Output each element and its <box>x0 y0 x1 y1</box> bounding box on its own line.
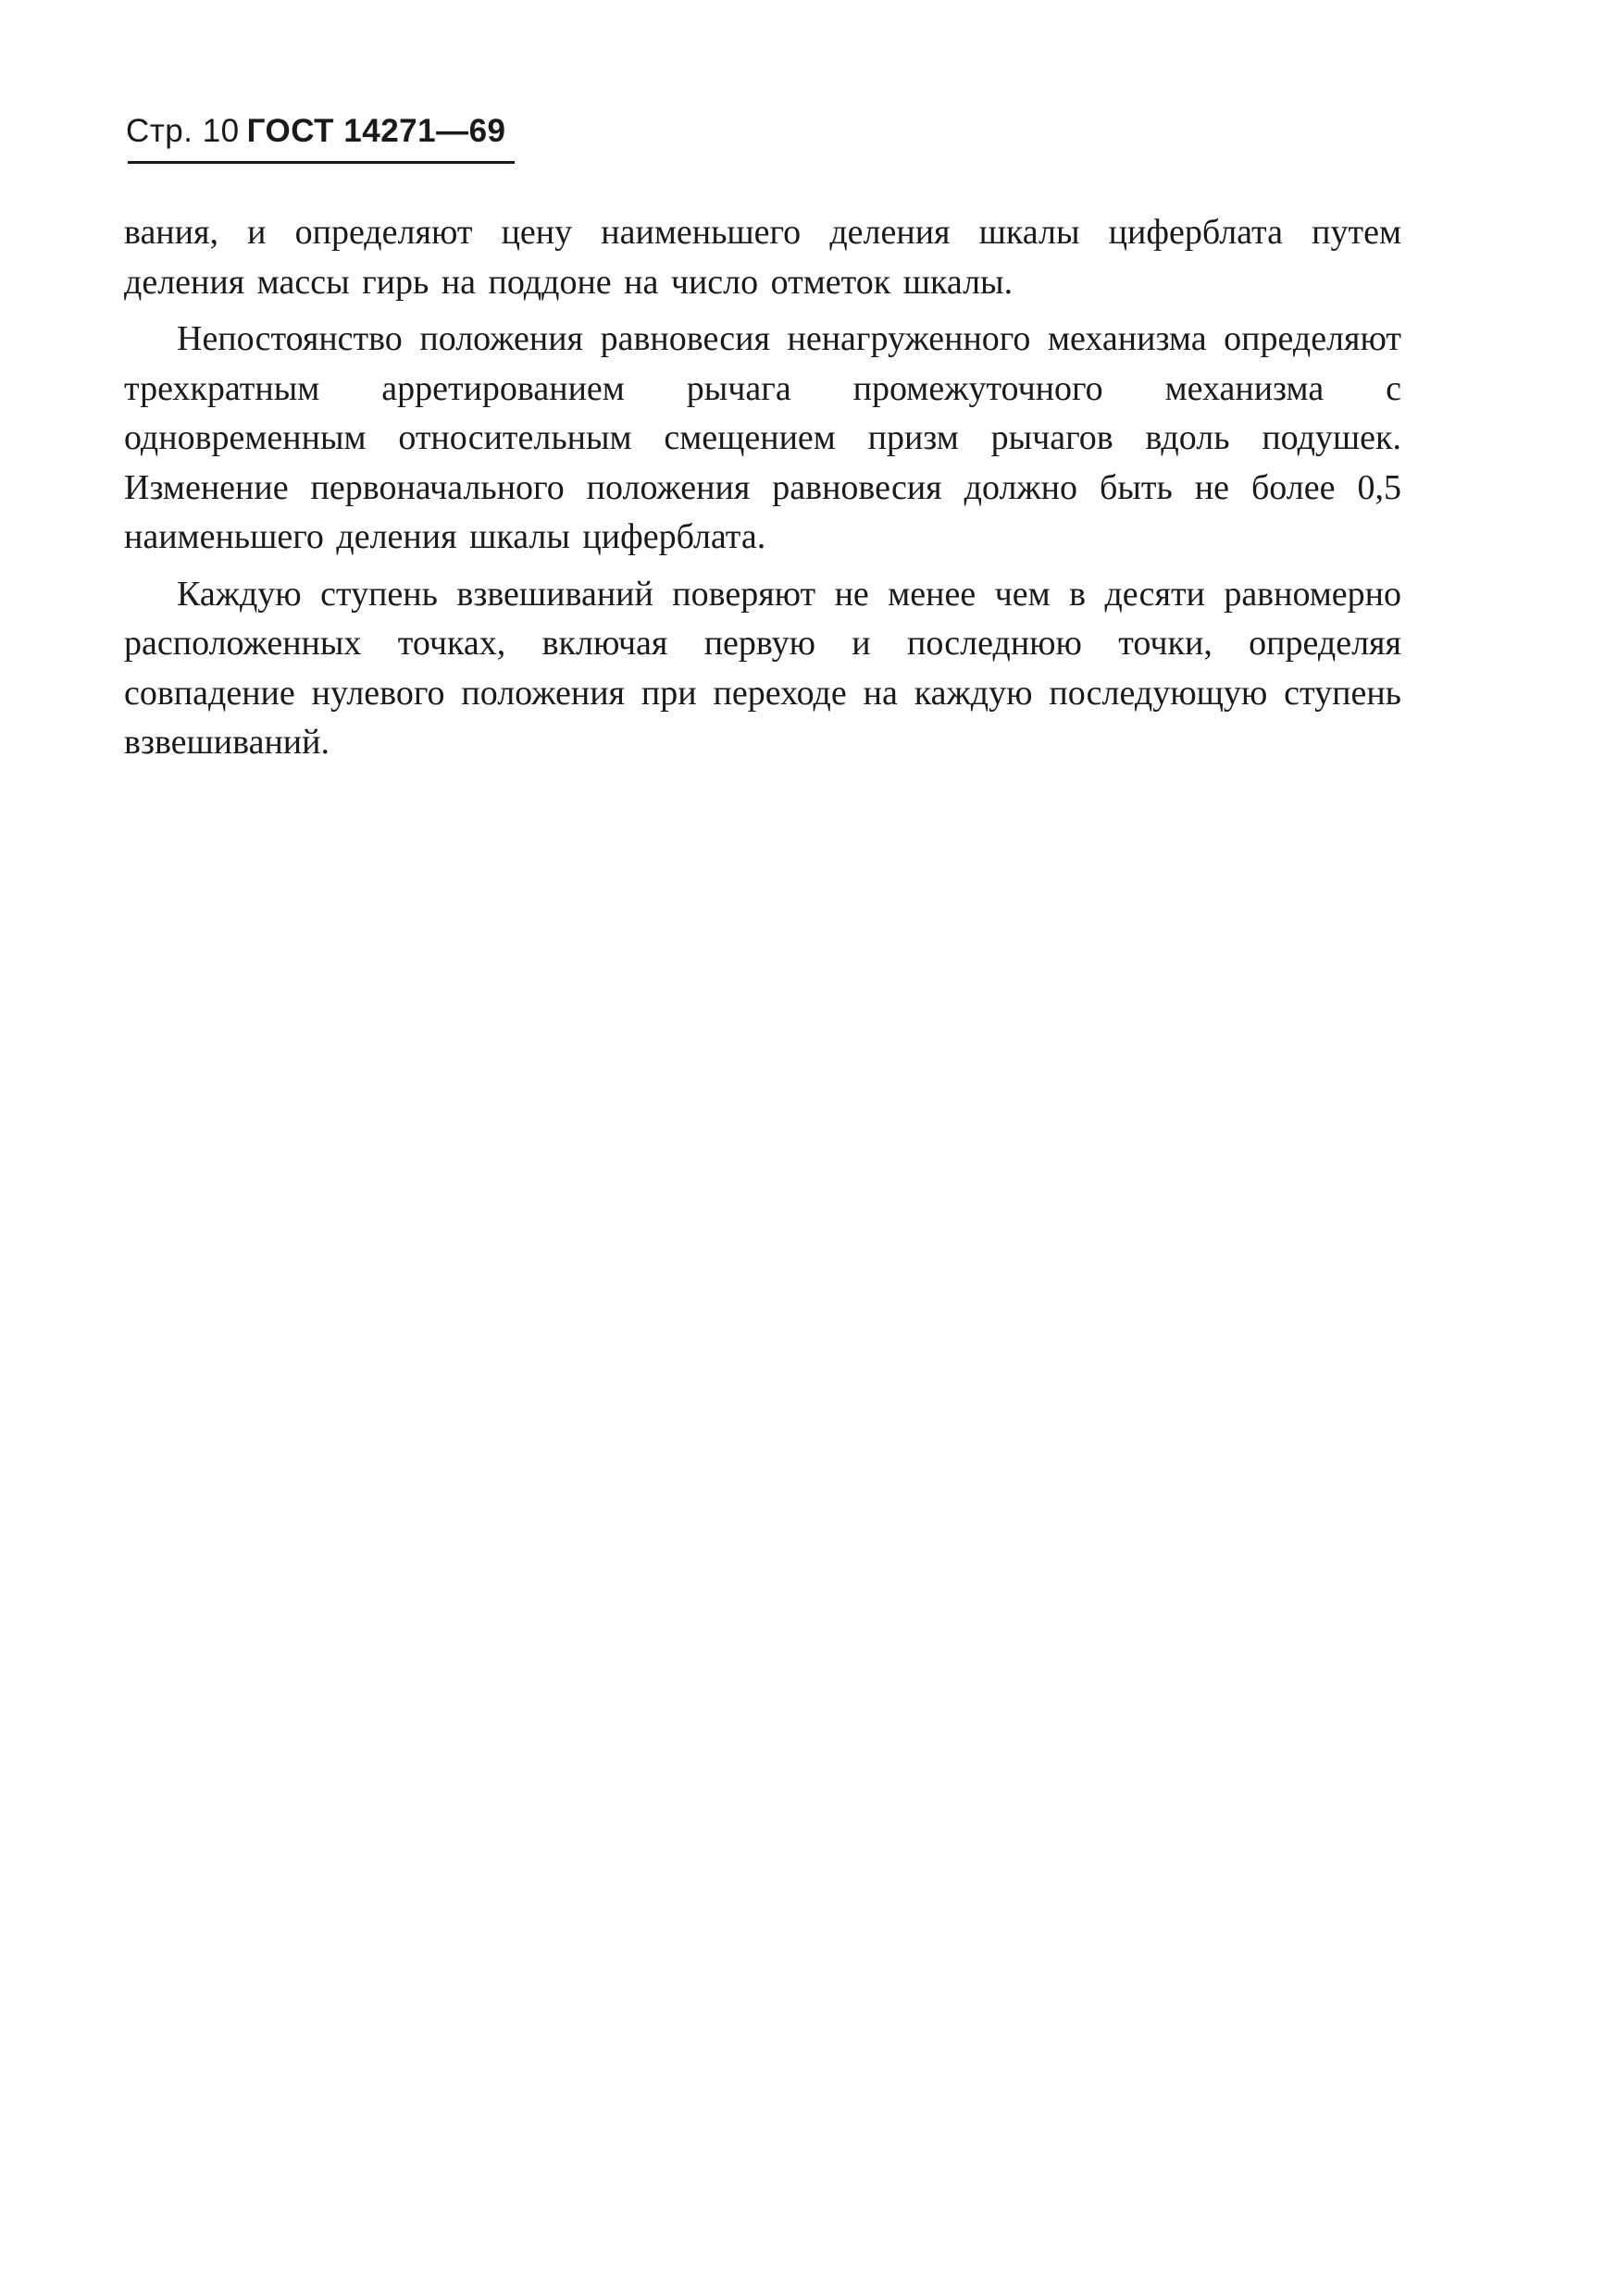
header-rule <box>128 161 515 164</box>
paragraph-continuation: вания, и определяют цену наименьшего деления шкалы циферблата путем деления массы гирь на поддоне на число отметок шкалы. <box>124 213 1401 302</box>
document-body <box>124 208 1401 776</box>
paragraph-instability: Непостоянство положения равновесия ненагруженного механизма определяют трехкратным арретированием рычага промежуточного механизма с одновременным относительным смещением призм рычагов вдоль подушек. Изменение первоначального положения равновесия должно быть не более 0,5 наименьшего деления шкалы циферблата. <box>124 319 1401 556</box>
page-number: Стр. 10 <box>126 113 240 149</box>
standard-designation: ГОСТ 14271—69 <box>246 113 506 149</box>
paragraph-weighing-steps: Каждую ступень взвешиваний поверяют не менее чем в десяти равномерно расположенных точках, включая первую и последнюю точки, определяя совпадение нулевого положения при переходе на каждую последующую ступень взвешиваний. <box>124 574 1401 762</box>
page-header <box>126 113 524 168</box>
header-text <box>126 113 506 150</box>
